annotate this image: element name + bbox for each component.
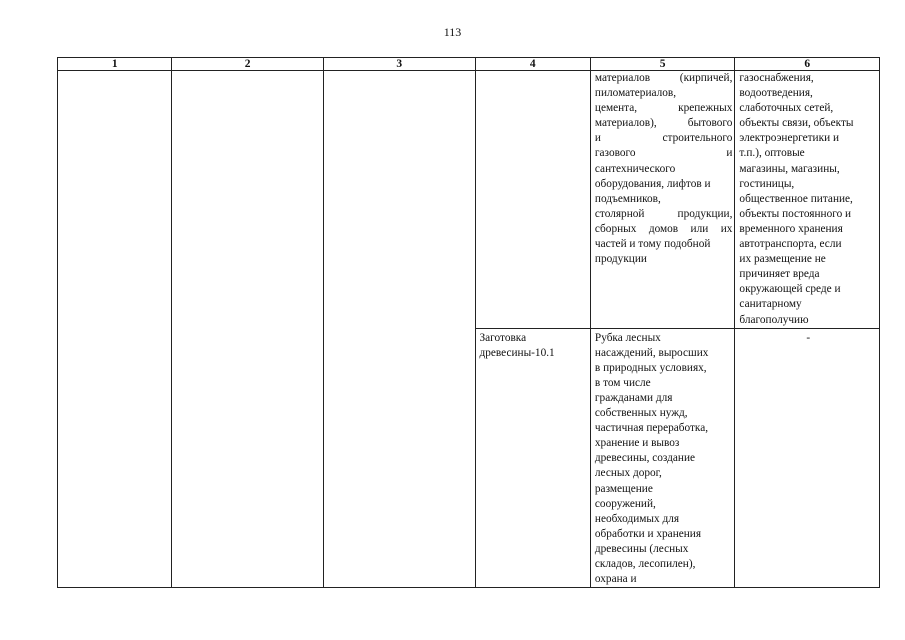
- text-line: оборудования, лифтов и: [594, 177, 711, 190]
- text-line: и строительного: [594, 132, 733, 145]
- text-line: обработки и хранения: [594, 527, 702, 540]
- text-line: санитарному: [739, 298, 802, 311]
- text-line: слаботочных сетей,: [739, 102, 834, 115]
- header-col-3: 3: [323, 58, 475, 71]
- text-line: электроэнергетики и: [739, 132, 840, 145]
- text-line: сооружений,: [594, 497, 656, 510]
- text-line: древесины (лесных: [594, 542, 689, 555]
- text-line: объекты связи, объекты: [739, 117, 854, 130]
- text-line: гостиницы,: [739, 177, 795, 190]
- text-line: древесины-10.1: [479, 346, 555, 359]
- text-line: т.п.), оптовые: [739, 147, 805, 160]
- text-line: Рубка лесных: [594, 331, 661, 344]
- text-line: их размещение не: [739, 253, 826, 266]
- text-line: временного хранения: [739, 222, 843, 235]
- text-line: столярной продукции,: [594, 207, 733, 220]
- header-col-4: 4: [475, 58, 590, 71]
- text-line: Заготовка: [479, 331, 527, 344]
- text-line: лесных дорог,: [594, 467, 662, 480]
- cell-row1-col-5: [590, 71, 735, 329]
- text-line: охрана и: [594, 573, 637, 586]
- text-line: сантехнического: [594, 162, 676, 175]
- text-line: сборных домов или их: [594, 222, 733, 235]
- text-line: размещение: [594, 482, 653, 495]
- table-row: [58, 71, 880, 329]
- cell-row2-col-6: [735, 328, 880, 588]
- cell-row1-col-6: [735, 71, 880, 329]
- text-line: частей и тому подобной: [594, 238, 711, 251]
- text-line: подъемников,: [594, 192, 661, 205]
- text-line: необходимых для: [594, 512, 680, 525]
- text-line: в том числе: [594, 376, 651, 389]
- cell-col-1: [58, 71, 172, 588]
- text-line: магазины, магазины,: [739, 162, 840, 175]
- empty-dash: -: [806, 331, 811, 344]
- text-line: причиняет вреда: [739, 268, 820, 281]
- text-line: материалов), бытового: [594, 117, 733, 130]
- text-line: пиломатериалов,: [594, 87, 677, 100]
- header-row: [58, 58, 880, 71]
- text-line: частичная переработка,: [594, 422, 709, 435]
- text-line: насаждений, выросших: [594, 346, 709, 359]
- text-line: продукции: [594, 253, 647, 266]
- text-line: в природных условиях,: [594, 361, 707, 374]
- cell-row1-col-4: [475, 71, 590, 329]
- header-col-5: 5: [590, 58, 735, 71]
- text-line: автотранспорта, если: [739, 238, 842, 251]
- text-line: древесины, создание: [594, 452, 696, 465]
- text-line: окружающей среде и: [739, 283, 841, 296]
- cell-col-3: [323, 71, 475, 588]
- cell-row2-col-5: [590, 328, 735, 588]
- header-col-6: 6: [735, 58, 880, 71]
- document-table: [57, 57, 880, 588]
- header-col-2: 2: [172, 58, 324, 71]
- cell-row2-col-4: [475, 328, 590, 588]
- text-line: объекты постоянного и: [739, 207, 852, 220]
- text-line: водоотведения,: [739, 87, 813, 100]
- text-line: газового и: [594, 147, 733, 160]
- text-line: материалов (кирпичей,: [594, 72, 733, 84]
- page-number: 113: [443, 25, 462, 39]
- cell-col-2: [172, 71, 324, 588]
- text-line: цемента, крепежных: [594, 102, 733, 115]
- text-line: газоснабжения,: [739, 72, 814, 84]
- text-line: складов, лесопилен),: [594, 558, 696, 570]
- header-col-1: 1: [58, 58, 172, 71]
- text-line: общественное питание,: [739, 192, 853, 205]
- text-line: гражданами для: [594, 391, 673, 404]
- text-line: благополучию: [739, 313, 809, 326]
- text-line: хранение и вывоз: [594, 437, 680, 450]
- text-line: собственных нужд,: [594, 407, 688, 420]
